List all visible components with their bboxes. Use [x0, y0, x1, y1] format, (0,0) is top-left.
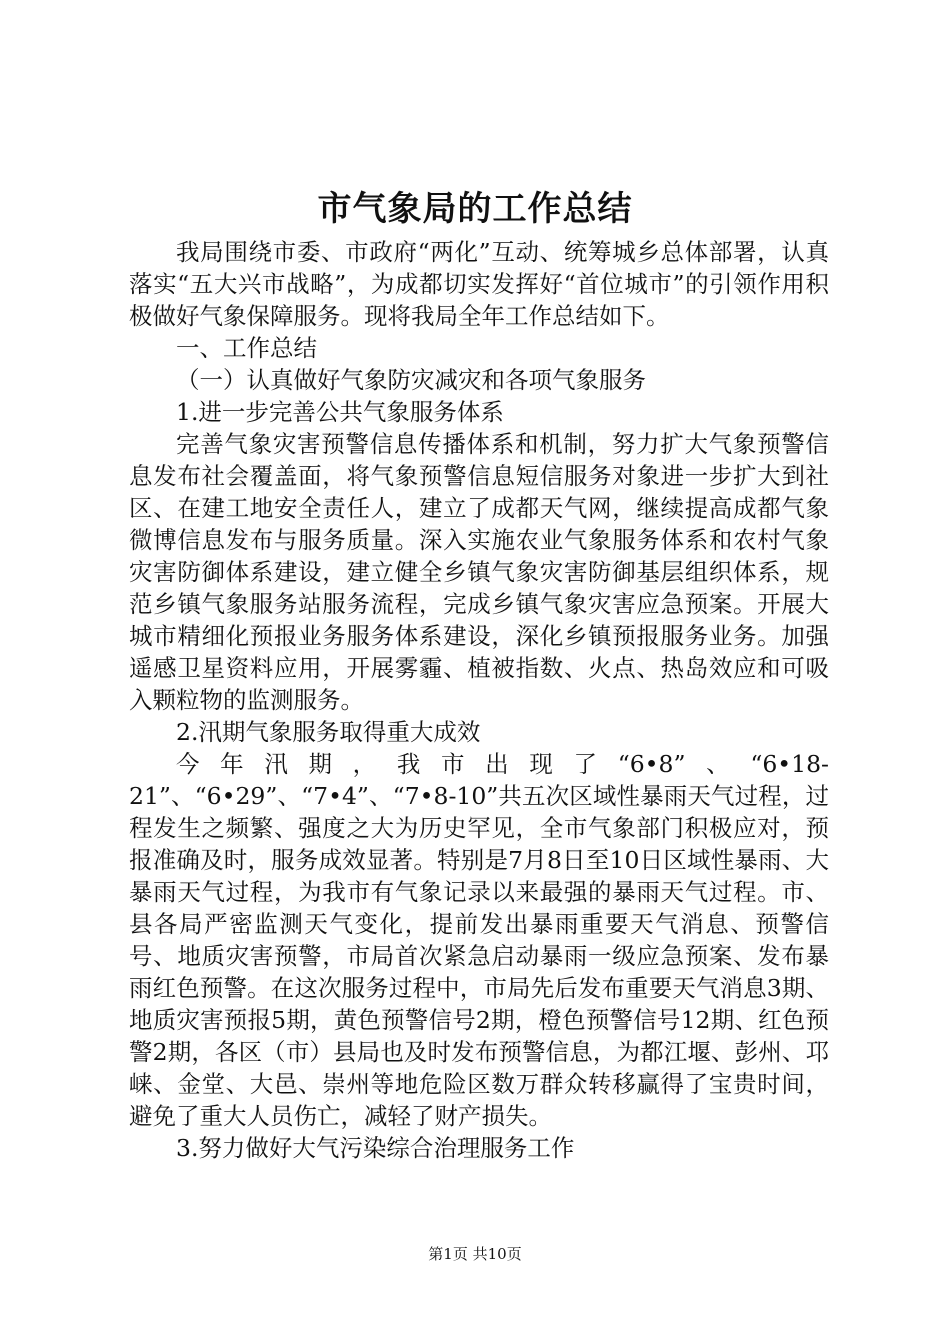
intro-paragraph: 我局围绕市委、市政府“两化”互动、统筹城乡总体部署，认真落实“五大兴市战略”，为成都切实发挥好“首位城市”的引领作用积极做好气象保障服务。现将我局全年工作总结如下。 [129, 238, 829, 330]
page-number: 第1页 共10页 [428, 1245, 522, 1263]
section-heading: 一、工作总结 [176, 334, 317, 362]
item-paragraph-1: 完善气象灾害预警信息传播体系和机制，努力扩大气象预警信息发布社会覆盖面，将气象预警信息短信服务对象进一步扩大到社区、在建工地安全责任人，建立了成都天气网，继续提高成都气象微博信息发布与服务质量。深入实施农业气象服务体系和农村气象灾害防御体系建设，建立健全乡镇气象灾害防御基层组织体系，规范乡镇气象服务站服务流程，完成乡镇气象灾害应急预案。开展大城市精细化预报业务服务体系建设，深化乡镇预报服务业务。加强遥感卫星资料应用，开展雾霾、植被指数、火点、热岛效应和可吸入颗粒物的监测服务。 [129, 430, 829, 714]
item-heading-3: 3.努力做好大气污染综合治理服务工作 [176, 1134, 575, 1162]
item-paragraph-2: 今年汛期，我市出现了“6•8”、“6•18-21”、“6•29”、“7•4”、“7•8-10”共五次区域性暴雨天气过程，过程发生之频繁、强度之大为历史罕见，全市气象部门积极应对，预报准确及时，服务成效显著。特别是7月8日至10日区域性暴雨、大暴雨天气过程，为我市有气象记录以来最强的暴雨天气过程。市、县各局严密监测天气变化，提前发出暴雨重要天气消息、预警信号、地质灾害预警，市局首次紧急启动暴雨一级应急预案、发布暴雨红色预警。在这次服务过程中，市局先后发布重要天气消息3期、地质灾害预报5期，黄色预警信号2期，橙色预警信号12期、红色预警2期，各区（市）县局也及时发布预警信息，为都江堰、彭州、邛崃、金堂、大邑、崇州等地危险区数万群众转移赢得了宝贵时间，避免了重大人员伤亡，减轻了财产损失。 [129, 750, 829, 1130]
document-body [129, 236, 829, 1164]
item-heading-2: 2.汛期气象服务取得重大成效 [176, 718, 481, 746]
item-heading-1: 1.进一步完善公共气象服务体系 [176, 398, 504, 426]
document-title: 市气象局的工作总结 [317, 189, 633, 229]
subsection-heading: （一）认真做好气象防灾减灾和各项气象服务 [176, 366, 646, 394]
